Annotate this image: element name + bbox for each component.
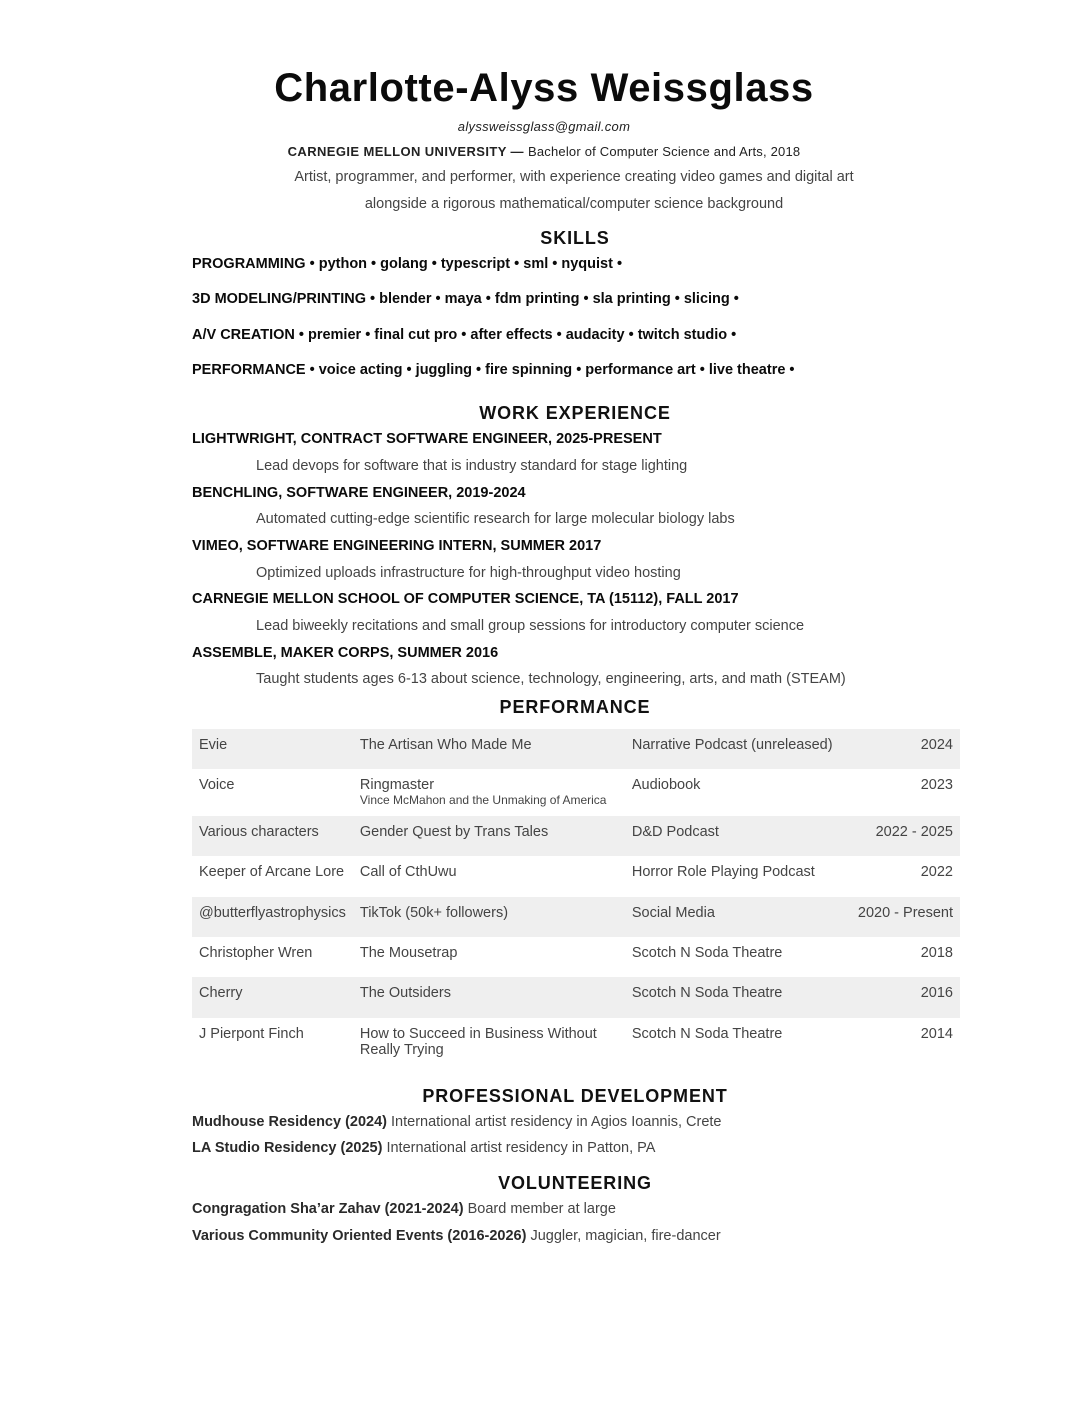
performance-year: 2024: [849, 729, 960, 769]
performance-medium: Narrative Podcast (unreleased): [625, 729, 849, 769]
skill-line-performance: PERFORMANCE • voice acting • juggling • fire spinning • performance art • live theatre •: [192, 362, 795, 378]
performance-role: J Pierpont Finch: [199, 1026, 304, 1042]
performance-title: Gender Quest by Trans Tales: [353, 816, 625, 856]
job-description: Taught students ages 6-13 about science, technology, engineering, arts, and math (STEAM): [256, 671, 846, 687]
entry-description: International artist residency in Agios Ioannis, Crete: [387, 1114, 722, 1130]
performance-medium: Audiobook: [631, 777, 701, 793]
entry-name: Various Community Oriented Events (2016-2026): [192, 1228, 527, 1244]
table-row: [192, 897, 960, 937]
entry-description: International artist residency in Patton, PA: [382, 1140, 656, 1156]
performance-medium: Social Media: [625, 897, 849, 937]
list-item: [192, 1228, 1012, 1244]
job-title: ASSEMBLE, MAKER CORPS, SUMMER 2016: [192, 645, 499, 661]
job-title: LIGHTWRIGHT, CONTRACT SOFTWARE ENGINEER, 2025-PRESENT: [192, 431, 662, 447]
performance-year: 2022 - 2025: [849, 816, 960, 856]
table-row: [192, 1018, 960, 1068]
list-item: [192, 1201, 1012, 1217]
table-row: [192, 816, 960, 856]
table-row: [192, 769, 960, 816]
list-item: [192, 1140, 1012, 1156]
performance-medium: Scotch N Soda Theatre: [625, 977, 849, 1018]
performance-role: Various characters: [192, 816, 353, 856]
table-row: [192, 937, 960, 977]
performance-medium: Scotch N Soda Theatre: [631, 1026, 783, 1042]
skill-line-programming: PROGRAMMING • python • golang • typescript • sml • nyquist •: [192, 256, 623, 272]
education-school: CARNEGIE MELLON UNIVERSITY: [287, 144, 507, 159]
skills-heading: SKILLS: [540, 228, 610, 248]
performance-title: TikTok (50k+ followers): [353, 897, 625, 937]
education-degree: Bachelor of Computer Science and Arts, 2018: [527, 144, 801, 159]
job-description: Lead devops for software that is industry standard for stage lighting: [256, 458, 688, 474]
performance-heading: PERFORMANCE: [499, 697, 651, 717]
performance-title: The Artisan Who Made Me: [353, 729, 625, 769]
performance-medium: Horror Role Playing Podcast: [631, 864, 815, 880]
job-description: Optimized uploads infrastructure for high-throughput video hosting: [256, 565, 681, 581]
email-address[interactable]: alyssweissglass@gmail.com: [457, 119, 631, 134]
list-item: [192, 1114, 1012, 1130]
job-description: Lead biweekly recitations and small group sessions for introductory computer science: [256, 618, 805, 634]
performance-role: @butterflyastrophysics: [192, 897, 353, 937]
performance-year: 2016: [849, 977, 960, 1018]
table-row: [192, 977, 960, 1018]
performance-subtitle: Vince McMahon and the Unmaking of America: [359, 793, 607, 807]
performance-table: [192, 729, 960, 1068]
performance-year: 2020 - Present: [849, 897, 960, 937]
tagline-line-1: Artist, programmer, and performer, with experience creating video games and digital art: [294, 169, 854, 185]
performance-title: Ringmaster: [359, 777, 435, 793]
entry-description: Board member at large: [463, 1201, 616, 1217]
tagline-line-2: alongside a rigorous mathematical/computer science background: [364, 196, 784, 212]
performance-role: Cherry: [192, 977, 353, 1018]
performance-title: Call of CthUwu: [359, 864, 457, 880]
education-line: [0, 144, 1088, 159]
education-dash: —: [506, 144, 528, 159]
performance-year: 2014: [920, 1026, 953, 1042]
work-experience-heading: WORK EXPERIENCE: [479, 403, 671, 423]
performance-title: The Mousetrap: [359, 945, 458, 961]
performance-year: 2018: [920, 945, 953, 961]
skill-line-3d-modeling: 3D MODELING/PRINTING • blender • maya • fdm printing • sla printing • slicing •: [192, 291, 739, 307]
performance-medium: D&D Podcast: [625, 816, 849, 856]
performance-role: Keeper of Arcane Lore: [199, 864, 345, 880]
job-title: CARNEGIE MELLON SCHOOL OF COMPUTER SCIENCE, TA (15112), FALL 2017: [192, 591, 739, 607]
job-title: BENCHLING, SOFTWARE ENGINEER, 2019-2024: [192, 485, 526, 501]
skill-line-av-creation: A/V CREATION • premier • final cut pro • after effects • audacity • twitch studio •: [192, 327, 737, 343]
performance-title-cell: [353, 769, 625, 816]
performance-title: The Outsiders: [353, 977, 625, 1018]
performance-year: 2023: [920, 777, 953, 793]
entry-description: Juggler, magician, fire-dancer: [526, 1228, 721, 1244]
entry-name: Congragation Sha’ar Zahav (2021-2024): [192, 1201, 464, 1217]
performance-role: Voice: [199, 777, 235, 793]
professional-development-heading: PROFESSIONAL DEVELOPMENT: [422, 1086, 728, 1106]
performance-role: Christopher Wren: [199, 945, 313, 961]
resume-name: Charlotte-Alyss Weissglass: [274, 66, 814, 110]
volunteering-heading: VOLUNTEERING: [498, 1173, 652, 1193]
performance-title: How to Succeed in Business Without Really Trying: [359, 1026, 597, 1058]
job-title: VIMEO, SOFTWARE ENGINEERING INTERN, SUMMER 2017: [192, 538, 602, 554]
job-description: Automated cutting-edge scientific research for large molecular biology labs: [256, 511, 735, 527]
entry-name: LA Studio Residency (2025): [192, 1140, 383, 1156]
performance-year: 2022: [920, 864, 953, 880]
entry-name: Mudhouse Residency (2024): [192, 1114, 387, 1130]
table-row: [192, 856, 960, 897]
performance-medium: Scotch N Soda Theatre: [631, 945, 783, 961]
performance-role: Evie: [192, 729, 353, 769]
table-row: [192, 729, 960, 769]
